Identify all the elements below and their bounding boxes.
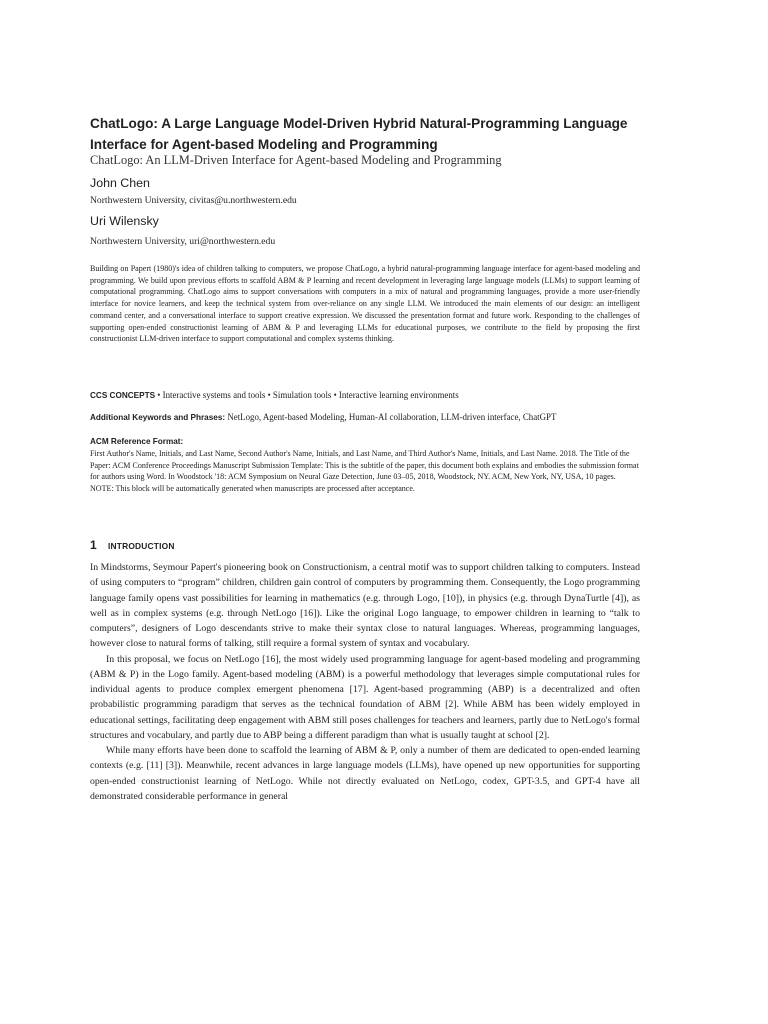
acm-reference-text: First Author's Name, Initials, and Last Name, Second Author's Name, Initials, and Last Name, and Third Author's Name, Initials, and Last Name. 2018. The Title of the Paper: ACM Conference Proceedings Manuscript Submission Template: This is the subtitle of the paper, this document both explains and embodies the submission format for authors using Word. In Woodstock '18: ACM Symposium on Neural Gaze Detection, June 03–05, 2018, Woodstock, NY. ACM, New York, NY, USA, 10 pages. NOTE: This block will be automatically generated when manuscripts are processed after acceptance.: [90, 449, 639, 494]
section-body: [90, 560, 640, 804]
ccs-concepts-text: • Interactive systems and tools • Simulation tools • Interactive learning environments: [155, 390, 459, 400]
body-paragraph: In this proposal, we focus on NetLogo [16], the most widely used programming language for agent-based modeling and programming (ABM & P) in the Logo family. Agent-based modeling (ABM) is a powerful methodology that leverages simple computational rules for individual agents to produce complex emergent phenomena [17]. Agent-based programming (ABP) is a decentralized and often probabilistic programming paradigm that serves as the technical foundation of ABM [2]. While ABM has been widely employed in educational settings, facilitating deep engagement with ABM still poses challenges for teachers and learners, partly due to NetLogo's formal structures and vocabulary, and partly due to ABP being a different paradigm than what is usually taught at school [2].: [90, 653, 640, 741]
keywords: [90, 411, 640, 424]
keywords-label: Additional Keywords and Phrases:: [90, 413, 226, 422]
section-heading: [90, 537, 490, 554]
section-number: 1: [90, 538, 97, 552]
paper-subtitle: ChatLogo: An LLM-Driven Interface for Agent-based Modeling and Programming: [90, 153, 502, 167]
keywords-text: NetLogo, Agent-based Modeling, Human-AI collaboration, LLM-driven interface, ChatGPT: [225, 412, 557, 422]
author-name: John Chen: [90, 176, 150, 190]
body-paragraph: In Mindstorms, Seymour Papert's pioneering book on Constructionism, a central motif was to support children talking to computers. Instead of using computers to “program” children, children gain control of computers by programming them. Consequently, the Logo programming language family opens vast possibilities for learning in mathematics (e.g. through Logo, [10]), in physics (e.g. through DynaTurtle [4]), as well as in complex systems (e.g. through NetLogo [16]). Like the original Logo language, to empower children in learning to “talk to computers”, designers of Logo descendants strive to make their syntax close to natural languages. Whereas, programming languages, however close to natural forms of talking, still require a formal system of syntax and vocabulary.: [90, 562, 640, 650]
ccs-concepts: [90, 389, 640, 402]
author-affiliation: Northwestern University, uri@northwestern.edu: [90, 236, 276, 247]
acm-reference-label: ACM Reference Format:: [90, 437, 184, 446]
abstract: Building on Papert (1980)'s idea of children talking to computers, we propose ChatLogo, a hybrid natural-programming language interface for agent-based modeling and programming. We build upon previous efforts to scaffold ABM & P learning and recent development in leveraging large language models (LLMs) to support learning of computational programming. ChatLogo aims to support conversations with computers in a mix of natural and programming languages, provide a more user-friendly interface for novice learners, and keep the technical system from over-reliance on any single LLM. We introduced the main elements of our design: an intelligent command center, and a conversational interface to support creative expression. We discussed the presentation format and future work. Responding to the challenges of supporting open-ended constructionist learning of ABM & P and leveraging LLMs for educational purposes, we contribute to the field by proposing the first constructionist LLM-driven interface to support computational and complex systems thinking.: [90, 264, 640, 344]
author-affiliation: Northwestern University, civitas@u.northwestern.edu: [90, 195, 297, 206]
section-title: INTRODUCTION: [108, 541, 175, 551]
paper-title: ChatLogo: A Large Language Model-Driven Hybrid Natural-Programming Language Interface for Agent-based Modeling and Programming: [90, 116, 628, 152]
author-name: Uri Wilensky: [90, 214, 159, 228]
ccs-concepts-label: CCS CONCEPTS: [90, 391, 156, 400]
body-paragraph: While many efforts have been done to scaffold the learning of ABM & P, only a number of them are dedicated to open-ended learning contexts (e.g. [11] [3]). Meanwhile, recent advances in large language models (LLMs), have opened up new opportunities for supporting open-ended constructionist learning of NetLogo. While not directly evaluated on NetLogo, codex, GPT-3.5, and GPT-4 have all demonstrated considerable performance in general: [90, 745, 640, 802]
